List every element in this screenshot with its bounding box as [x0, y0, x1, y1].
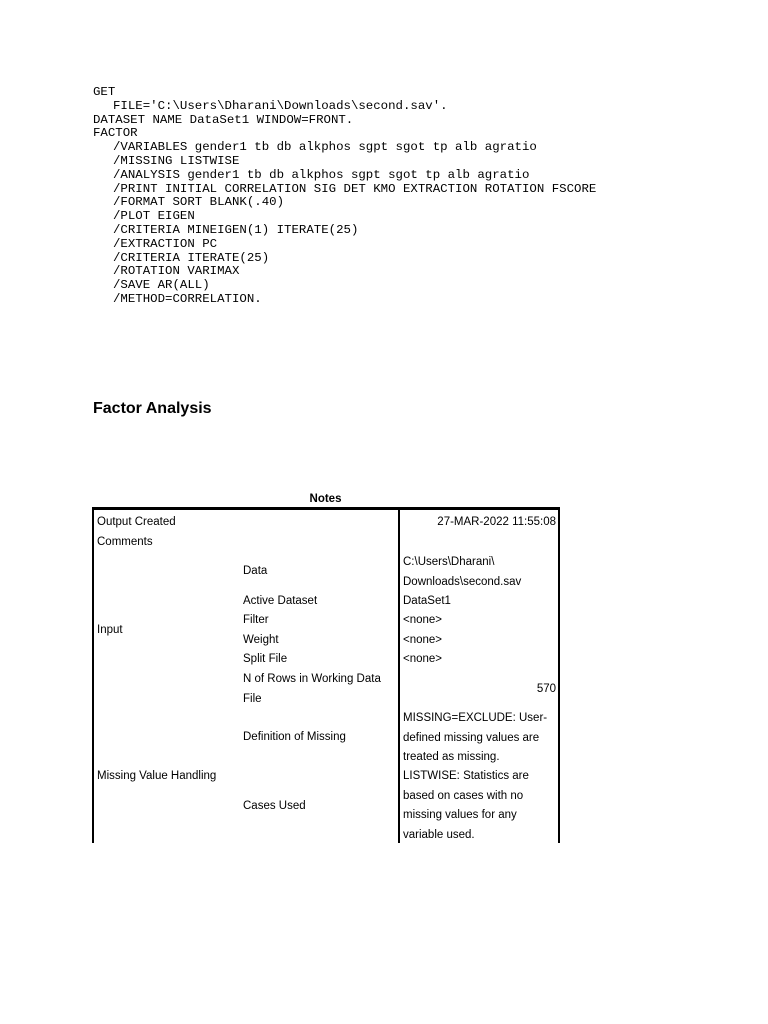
page-title: Factor Analysis [93, 400, 212, 417]
active-dataset-value: DataSet1 [403, 595, 451, 607]
output-created-label: Output Created [97, 516, 176, 528]
definition-of-missing-label: Definition of Missing [243, 731, 346, 743]
split-file-label: Split File [243, 653, 288, 665]
weight-value: <none> [403, 634, 443, 646]
syntax-line: /CRITERIA MINEIGEN(1) ITERATE(25) [113, 222, 359, 237]
filter-label: Filter [243, 614, 269, 626]
input-label: Input [97, 624, 123, 636]
syntax-line: /EXTRACTION PC [113, 236, 218, 251]
syntax-line: /SAVE AR(ALL) [113, 278, 210, 293]
syntax-line: /CRITERIA ITERATE(25) [113, 250, 270, 265]
missing-value-handling-label: Missing Value Handling [97, 770, 217, 782]
data-label: Data [243, 565, 268, 577]
syntax-line: /PLOT EIGEN [113, 209, 195, 224]
cases-used-label: Cases Used [243, 800, 306, 812]
syntax-line: /VARIABLES gender1 tb db alkphos sgpt sgot tp alb agratio [113, 140, 537, 155]
syntax-block [93, 86, 596, 307]
weight-label: Weight [243, 634, 279, 646]
notes-table-title: Notes [309, 493, 342, 505]
syntax-line: /FORMAT SORT BLANK(.40) [113, 195, 285, 210]
data-value: C:\Users\Dharani\ Downloads\second.sav [403, 556, 522, 588]
definition-of-missing-value: MISSING=EXCLUDE: User-defined missing values are treated as missing. [403, 712, 548, 763]
syntax-line: /PRINT INITIAL CORRELATION SIG DET KMO EXTRACTION ROTATION FSCORE [113, 181, 597, 196]
n-rows-value: 570 [536, 683, 556, 695]
filter-value: <none> [403, 614, 443, 626]
syntax-line: /METHOD=CORRELATION. [113, 291, 262, 306]
notes-table-divider [398, 510, 400, 843]
syntax-line: /MISSING LISTWISE [113, 153, 240, 168]
split-file-value: <none> [403, 653, 443, 665]
comments-label: Comments [97, 536, 153, 548]
syntax-line: /ANALYSIS gender1 tb db alkphos sgpt sgot tp alb agratio [113, 167, 530, 182]
syntax-line: /ROTATION VARIMAX [113, 264, 240, 279]
cases-used-value: LISTWISE: Statistics are based on cases with no missing values for any variable used. [403, 770, 529, 841]
syntax-line: DATASET NAME DataSet1 WINDOW=FRONT. [93, 112, 354, 127]
notes-table [92, 507, 560, 843]
output-created-value: 27-MAR-2022 11:55:08 [437, 516, 556, 528]
syntax-line: FACTOR [93, 126, 138, 141]
syntax-line: FILE='C:\Users\Dharani\Downloads\second.sav'. [113, 98, 448, 113]
n-rows-label: N of Rows in Working Data File [243, 673, 381, 705]
syntax-line: GET [93, 85, 116, 99]
active-dataset-label: Active Dataset [243, 595, 318, 607]
